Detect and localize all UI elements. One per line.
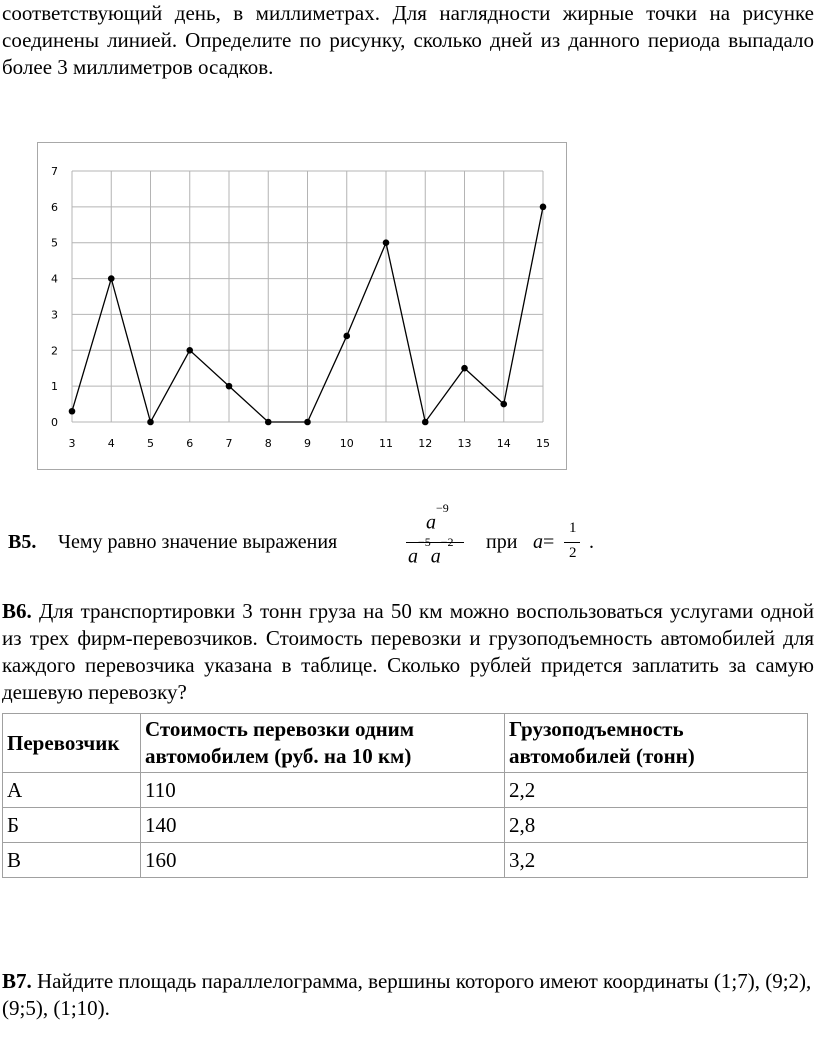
fraction-bar: [406, 542, 464, 543]
b7-text: Найдите площадь параллелограмма, вершины которого имеют координаты (1;7), (9;2), (9;5), (1;10).: [2, 969, 812, 1020]
data-point: [500, 401, 507, 408]
table-cell: 110: [141, 773, 505, 808]
b6-text: Для транспортировки 3 тонн груза на 50 км можно воспользоваться услугами одной из трех фирм-перевозчиков. Стоимость перевозки и грузоподъемность автомобилей для каждого перевозчика указана в таблице. Сколько рублей придется заплатить за самую дешевую перевозку?: [2, 599, 814, 704]
carriers-table: [2, 713, 808, 878]
expression-fraction: [406, 501, 466, 572]
y-tick-label: 6: [51, 200, 58, 214]
table-cell: 160: [141, 843, 505, 878]
intro-paragraph: соответствующий день, в миллиметрах. Для наглядности жирные точки на рисунке соединены линией. Определите по рисунку, сколько дней из данного периода выпадало более 3 миллиметров осадков.: [2, 1, 814, 79]
table-row: [3, 843, 808, 878]
x-tick-label: 15: [536, 437, 550, 450]
x-tick-label: 14: [496, 437, 511, 450]
header-capacity: Грузоподъемность автомобилей (тонн): [505, 714, 808, 773]
x-tick-label: 13: [457, 437, 472, 450]
b6-label: В6.: [2, 599, 32, 623]
task-b6: [2, 598, 814, 706]
table-cell: В: [3, 843, 141, 878]
x-tick-label: 7: [225, 437, 233, 450]
precipitation-chart: [37, 142, 567, 470]
table-cell: Б: [3, 808, 141, 843]
y-tick-label: 5: [51, 236, 58, 250]
x-tick-label: 4: [107, 437, 115, 450]
table-cell: 140: [141, 808, 505, 843]
y-tick-label: 3: [51, 308, 58, 322]
b5-text: Чему равно значение выражения: [58, 531, 338, 553]
fraction-denominator: $a^{-5}a^{-2}$: [408, 535, 454, 568]
b5-variable: a=: [533, 531, 555, 553]
data-point: [69, 408, 76, 415]
data-point: [108, 275, 115, 282]
data-point: [186, 347, 193, 354]
x-tick-label: 3: [68, 437, 76, 450]
y-tick-label: 0: [51, 416, 58, 429]
task-b5: [8, 501, 608, 578]
task-b7: [2, 968, 814, 1022]
b7-label: В7.: [2, 969, 32, 993]
table-cell: 3,2: [505, 843, 808, 878]
y-tick-label: 4: [51, 272, 58, 286]
table-cell: А: [3, 773, 141, 808]
y-tick-label: 7: [51, 165, 58, 178]
table-row: [3, 808, 808, 843]
x-tick-label: 11: [379, 437, 393, 450]
data-point: [422, 419, 429, 426]
x-tick-label: 8: [264, 437, 272, 450]
value-numerator: 1: [569, 520, 577, 536]
x-tick-label: 6: [186, 437, 194, 450]
fraction-numerator: $a^{-9}$: [426, 501, 449, 534]
b5-end: .: [589, 531, 594, 553]
value-fraction-bar: [564, 542, 580, 543]
value-denominator: 2: [569, 545, 577, 561]
x-tick-label: 5: [147, 437, 154, 450]
data-point: [304, 419, 311, 426]
data-point: [343, 333, 350, 340]
value-fraction: [564, 520, 582, 570]
data-point: [147, 419, 154, 426]
y-tick-label: 2: [51, 344, 58, 358]
table-cell: 2,8: [505, 808, 808, 843]
table-header-row: [3, 714, 808, 773]
table-cell: 2,2: [505, 773, 808, 808]
data-point: [461, 365, 468, 372]
x-tick-label: 9: [304, 437, 311, 450]
data-point: [383, 239, 390, 246]
data-point: [265, 419, 272, 426]
data-point: [540, 204, 547, 211]
b5-label: В5.: [8, 531, 37, 553]
x-tick-label: 10: [339, 437, 354, 450]
data-point: [226, 383, 233, 390]
table-row: [3, 773, 808, 808]
carriers-table-wrap: [2, 713, 808, 878]
x-tick-label: 12: [418, 437, 433, 450]
header-cost: Стоимость перевозки одним автомобилем (руб. на 10 км): [141, 714, 505, 773]
y-tick-label: 1: [51, 380, 58, 394]
chart-svg: [38, 143, 566, 469]
header-carrier: Перевозчик: [3, 714, 141, 773]
b5-pri: при: [486, 531, 518, 553]
